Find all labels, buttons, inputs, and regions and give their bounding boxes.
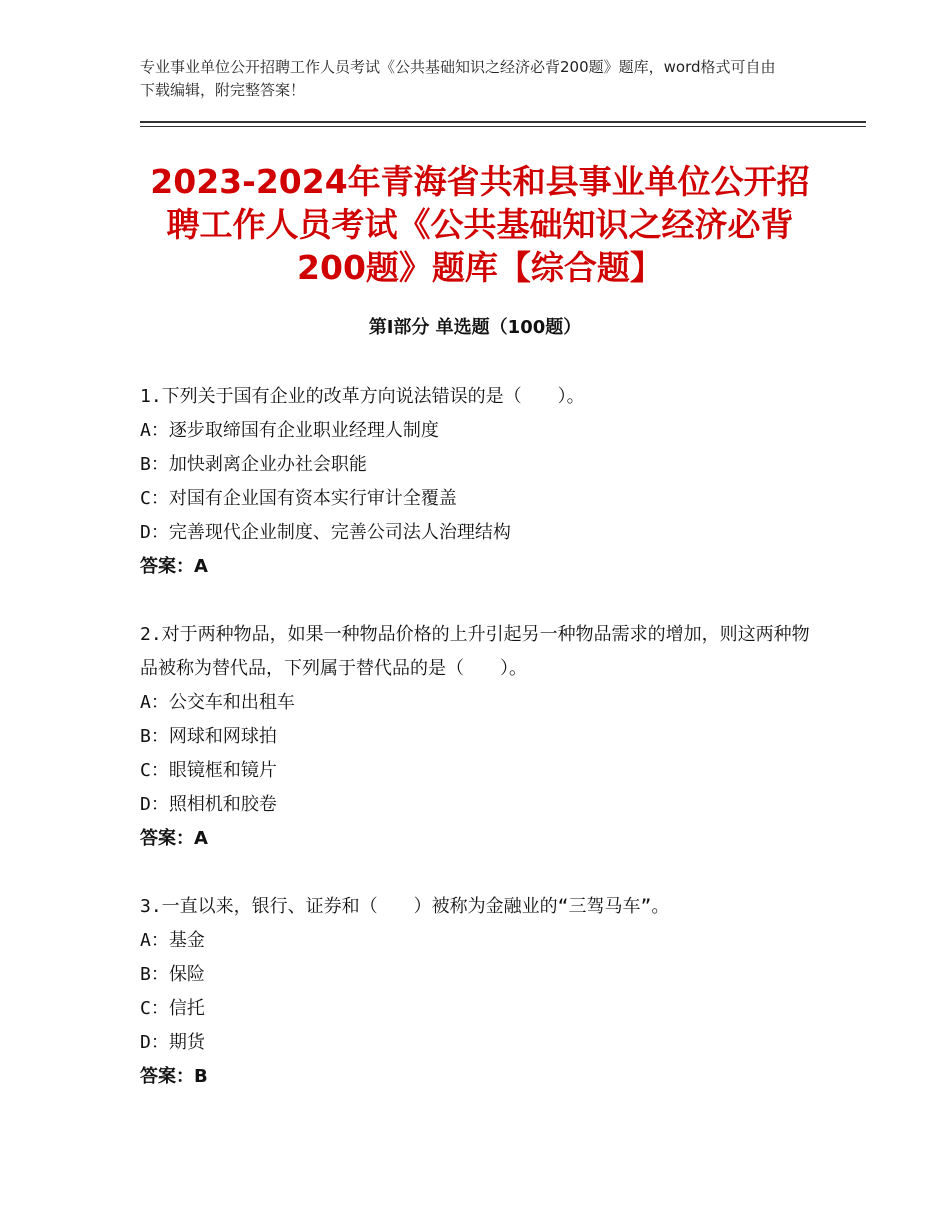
option-b: B：网球和网球拍 [140, 726, 277, 747]
header-divider [140, 121, 866, 123]
option-d: D：完善现代企业制度、完善公司法人治理结构 [140, 522, 511, 543]
header-divider-thin [140, 126, 866, 127]
question-1 [140, 380, 810, 584]
header-note: 专业事业单位公开招聘工作人员考试《公共基础知识之经济必背200题》题库，word格式可自由下载编辑，附完整答案！ [140, 58, 776, 99]
option-a: A：逐步取缔国有企业职业经理人制度 [140, 420, 439, 441]
section-title: 第I部分 单选题（100题） [368, 317, 582, 338]
question-stem: 1.下列关于国有企业的改革方向说法错误的是（ ）。 [140, 386, 585, 407]
option-b: B：保险 [140, 964, 205, 985]
answer-line: 答案：A [140, 556, 208, 577]
question-2 [140, 618, 810, 856]
option-a: A：基金 [140, 930, 205, 951]
option-c: C：信托 [140, 998, 205, 1019]
option-d: D：照相机和胶卷 [140, 794, 277, 815]
option-b: B：加快剥离企业办社会职能 [140, 454, 367, 475]
answer-line: 答案：A [140, 828, 208, 849]
option-d: D：期货 [140, 1032, 205, 1053]
document-title: 2023-2024年青海省共和县事业单位公开招聘工作人员考试《公共基础知识之经济必背200题》题库【综合题】 [150, 162, 810, 287]
answer-line: 答案：B [140, 1066, 208, 1087]
option-c: C：对国有企业国有资本实行审计全覆盖 [140, 488, 457, 509]
question-3 [140, 890, 810, 1094]
question-stem: 2.对于两种物品，如果一种物品价格的上升引起另一种物品需求的增加，则这两种物品被称为替代品，下列属于替代品的是（ ）。 [140, 624, 810, 679]
question-list [140, 380, 810, 1128]
option-a: A：公交车和出租车 [140, 692, 295, 713]
question-stem: 3.一直以来，银行、证券和（ ）被称为金融业的“三驾马车”。 [140, 896, 670, 917]
option-c: C：眼镜框和镜片 [140, 760, 277, 781]
